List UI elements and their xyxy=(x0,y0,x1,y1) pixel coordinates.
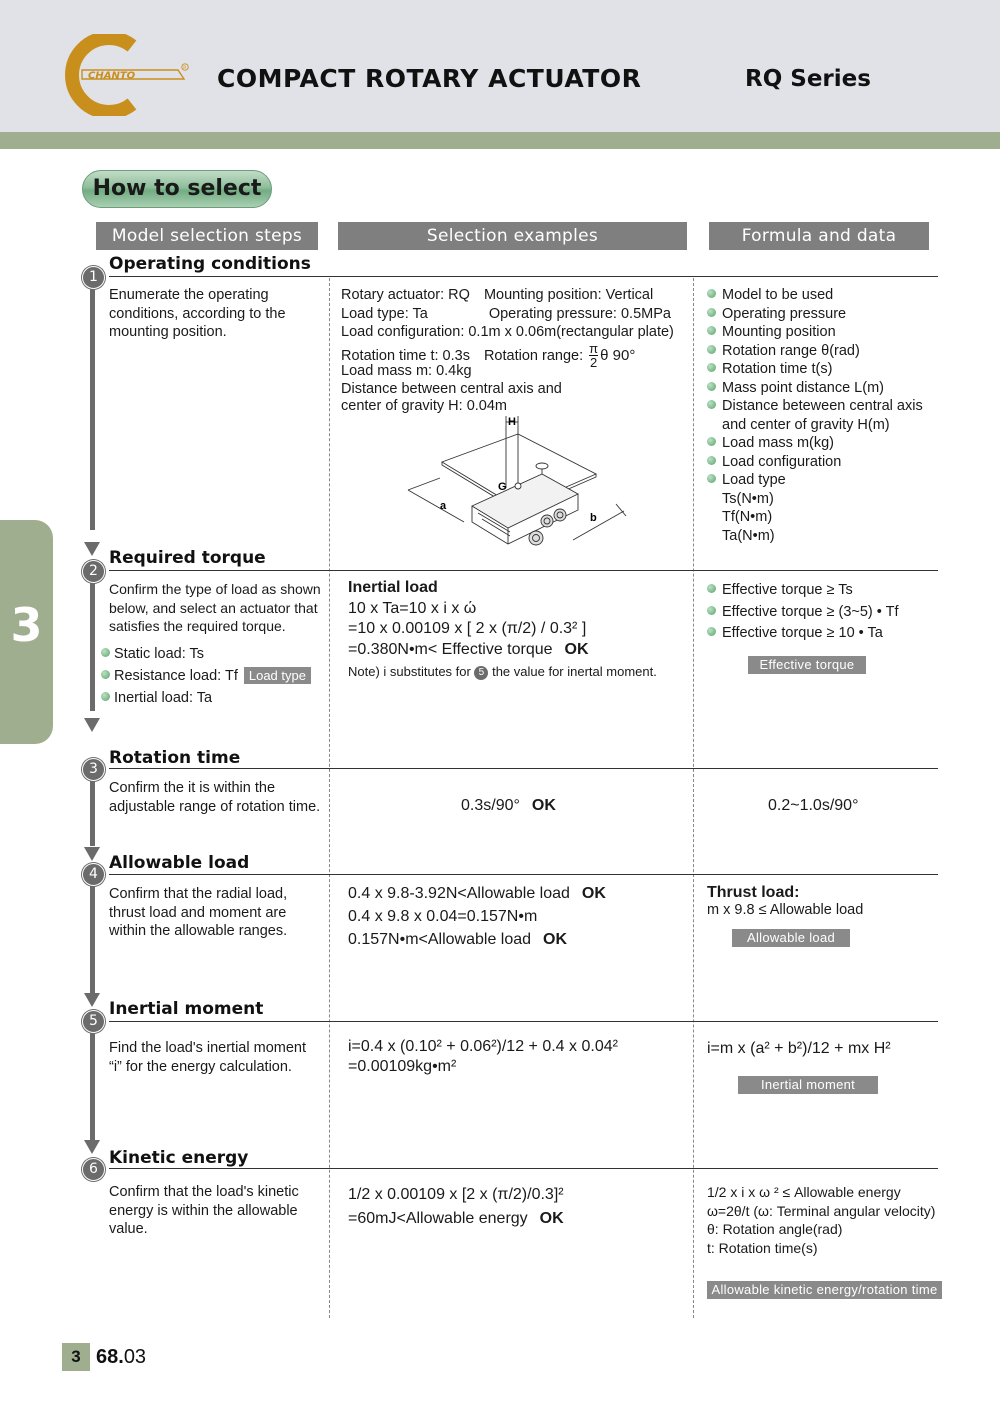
page-number: 68.03 xyxy=(96,1346,147,1368)
flow-arrow xyxy=(84,993,100,1007)
list-item: Load mass m(kg) xyxy=(707,434,947,453)
step-rule xyxy=(109,1021,938,1022)
allowable-load-tag: Allowable load xyxy=(732,929,850,947)
chapter-badge: 3 xyxy=(62,1343,90,1371)
svg-text:R: R xyxy=(183,66,187,71)
column-header-steps: Model selection steps xyxy=(96,222,318,250)
flow-connector xyxy=(90,883,95,995)
step-number-badge: 5 xyxy=(82,1010,105,1033)
document-title: COMPACT ROTARY ACTUATOR xyxy=(217,64,642,93)
list-item: Static load: Ts xyxy=(101,643,311,665)
allowable-kinetic-energy-tag: Allowable kinetic energy/rotation time xyxy=(707,1281,942,1299)
step-rule xyxy=(109,570,938,571)
step-number-badge: 6 xyxy=(82,1158,105,1181)
load-type-list xyxy=(101,643,311,709)
flow-connector xyxy=(90,287,95,530)
list-item: Tf(N•m) xyxy=(722,509,773,525)
label-a: a xyxy=(440,500,447,512)
flow-connector xyxy=(90,778,95,846)
example-kinetic-energy: 1/2 x 0.00109 x [2 x (π/2)/0.3]² =60mJ<Allowable energy OK xyxy=(348,1186,564,1227)
column-divider xyxy=(693,278,694,1318)
step-number-badge: 4 xyxy=(82,863,105,886)
step-number-badge: 3 xyxy=(82,758,105,781)
series-name: RQ Series xyxy=(745,66,871,92)
step-title: Allowable load xyxy=(109,853,250,873)
list-item: Rotation range θ(rad) xyxy=(707,342,947,361)
list-item: Ta(N•m) xyxy=(722,527,775,544)
list-item: Load configuration xyxy=(707,453,947,472)
flow-connector xyxy=(90,1031,95,1146)
example-torque: Inertial load 10 x Ta=10 x i x ώ =10 x 0.00109 x [ 2 x (π/2) / 0.3² ] =0.380N•m< Effective torque OK Note) i substitutes for 5 the value for inertal moment. xyxy=(348,579,657,679)
list-item: Operating pressure xyxy=(707,305,947,324)
step-rule xyxy=(109,768,938,769)
step-description: Enumerate the operating conditions, according to the mounting position. xyxy=(109,287,286,340)
flow-arrow xyxy=(84,542,100,556)
flow-connector xyxy=(90,581,95,711)
step-description: Confirm that the load's kinetic energy is within the allowable value. xyxy=(109,1184,299,1237)
list-item: Ts(N•m) xyxy=(722,490,774,507)
chapter-number: 3 xyxy=(10,598,43,652)
label-h: H xyxy=(508,416,516,428)
effective-torque-tag: Effective torque xyxy=(748,656,866,674)
load-type-tag: Load type xyxy=(244,667,311,684)
list-item: and center of gravity H(m) xyxy=(722,416,890,433)
formula-kinetic-energy: 1/2 x i x ω ² ≤ Allowable energy ω=2θ/t (ω: Terminal angular velocity) θ: Rotation angle(rad) t: Rotation time(s) xyxy=(707,1184,936,1256)
chanto-logo xyxy=(62,34,194,116)
header-stripe xyxy=(0,132,1000,149)
formula-thrust-load: Thrust load: m x 9.8 ≤ Allowable load xyxy=(707,884,864,918)
list-item: Effective torque ≥ 10 • Ta xyxy=(707,623,899,645)
example-inertial-moment: i=0.4 x (0.10² + 0.06²)/12 + 0.4 x 0.04² =0.00109kg•m² xyxy=(348,1038,618,1075)
list-item: Rotation time t(s) xyxy=(707,360,947,379)
step-description: Find the load's inertial moment “i” for the energy calculation. xyxy=(109,1040,307,1075)
list-item: Inertial load: Ta xyxy=(101,687,311,709)
formula-rotation-range: 0.2~1.0s/90° xyxy=(768,797,859,814)
step-number-badge: 2 xyxy=(82,560,105,583)
list-item: Model to be used xyxy=(707,286,947,305)
step-title: Rotation time xyxy=(109,748,241,768)
step-title: Required torque xyxy=(109,548,266,568)
step-title: Operating conditions xyxy=(109,254,311,274)
example-rotation-time: 0.3s/90° OK xyxy=(461,797,556,814)
example-conditions: Rotary actuator: RQ Mounting position: Vertical Load type: Ta Operating pressure: 0.5MPa Load configuration: 0.1m x 0.06m(rectangular plate) Rotation time t: 0.3s Rotation range: $\frac{\pi}{2}$ θ 90° Load mass m: 0.4kg Distance between central axis and center of gravity H: 0.04m xyxy=(341,287,674,414)
step-rule xyxy=(109,1168,938,1169)
flow-arrow xyxy=(84,1140,100,1154)
list-item: Mass point distance L(m) xyxy=(707,379,947,398)
formula-torque-list xyxy=(707,580,899,645)
step-description: Confirm the it is within the adjustable range of rotation time. xyxy=(109,780,321,815)
list-item: Effective torque ≥ Ts xyxy=(707,580,899,602)
step-number-badge: 1 xyxy=(82,266,105,289)
list-item: Mounting position xyxy=(707,323,947,342)
example-allowable-load: 0.4 x 9.8-3.92N<Allowable load OK 0.4 x 9.8 x 0.04=0.157N•m 0.157N•m<Allowable load OK xyxy=(348,885,606,948)
list-item: Load type xyxy=(707,471,947,490)
formula-inertial-moment: i=m x (a² + b²)/12 + mx H² xyxy=(707,1040,891,1057)
actuator-load-diagram xyxy=(400,412,640,557)
step-title: Inertial moment xyxy=(109,999,264,1019)
inertial-moment-tag: Inertial moment xyxy=(738,1076,878,1094)
label-g: G xyxy=(498,481,507,493)
column-header-formula: Formula and data xyxy=(709,222,929,250)
step-description: Confirm the type of load as shown below, and select an actuator that satisfies the required torque. xyxy=(109,581,321,634)
step-title: Kinetic energy xyxy=(109,1148,249,1168)
step-rule xyxy=(109,276,938,277)
logo-wordmark: CHANTO xyxy=(88,70,136,82)
section-title: How to select xyxy=(92,176,262,201)
step-rule xyxy=(109,874,938,875)
column-divider xyxy=(329,278,330,1318)
column-header-examples: Selection examples xyxy=(338,222,687,250)
label-b: b xyxy=(590,512,597,524)
step-description: Confirm that the radial load, thrust load and moment are within the allowable ranges. xyxy=(109,886,288,939)
list-item: Resistance load: Tf Load type xyxy=(101,665,311,687)
list-item: Effective torque ≥ (3~5) • Tf xyxy=(707,602,899,624)
flow-arrow xyxy=(84,847,100,861)
formula-data-list xyxy=(707,286,947,545)
flow-arrow xyxy=(84,718,100,732)
list-item: Distance beteween central axis xyxy=(707,397,947,416)
